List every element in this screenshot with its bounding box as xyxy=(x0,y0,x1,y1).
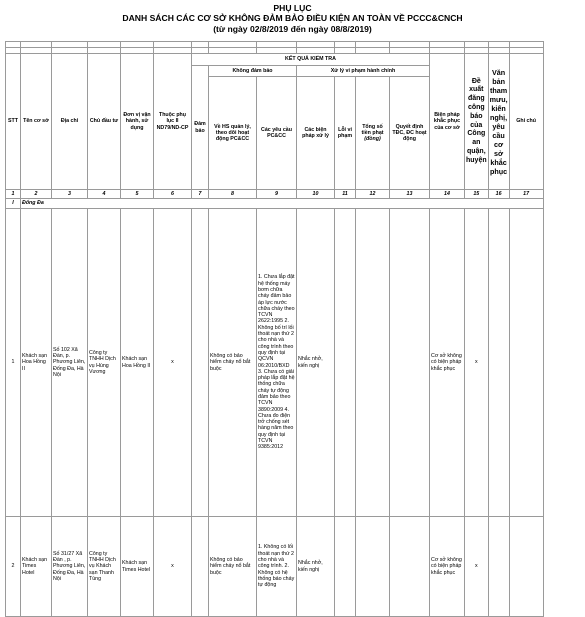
cell-notes xyxy=(509,517,543,617)
col-header-appendix: Thuộc phụ lục II ND79/ND-CP xyxy=(154,54,192,190)
inspection-table xyxy=(5,41,544,617)
col-header-violation: Lỗi vi phạm xyxy=(335,77,356,190)
header-row xyxy=(6,54,544,66)
cell-appendix: x xyxy=(154,209,192,517)
cell-investor: Công ty TNHH Dịch vụ Hùng Vương xyxy=(88,209,121,517)
cell-ensured xyxy=(192,209,209,517)
cell-requirements: 1. Không có lối thoát nạn thứ 2 cho nhà và công trình. 2. Không có hệ thống báo cháy tự động xyxy=(257,517,297,617)
col-number: 9 xyxy=(257,190,297,199)
col-number: 10 xyxy=(297,190,335,199)
col-header-records: Về HS quản lý, theo dõi hoạt động PC&CC xyxy=(209,77,257,190)
col-number: 4 xyxy=(88,190,121,199)
col-header-ensured: Đảm bảo xyxy=(192,66,209,190)
fine-label: Tổng số tiền phạt xyxy=(361,123,384,136)
cell-address: Số 102 Xã Đàn, p. Phương Liên, Đống Đa, Hà Nội xyxy=(52,209,88,517)
col-number: 3 xyxy=(52,190,88,199)
col-number: 16 xyxy=(488,190,509,199)
col-header-investor: Chủ đầu tư xyxy=(88,54,121,190)
col-header-name: Tên cơ sở xyxy=(21,54,52,190)
col-header-fine xyxy=(356,77,390,190)
col-header-not-ensured: Không đảm bảo xyxy=(209,66,297,77)
group-number: I xyxy=(6,199,21,209)
col-number: 13 xyxy=(390,190,430,199)
col-number: 11 xyxy=(335,190,356,199)
cell-remedy: Cơ sở không có biện pháp khắc phục xyxy=(430,517,465,617)
cell-fine xyxy=(356,517,390,617)
col-header-measures: Các biện pháp xử lý xyxy=(297,77,335,190)
cell-ensured xyxy=(192,517,209,617)
col-number: 7 xyxy=(192,190,209,199)
cell-name: Khách sạn Times Hotel xyxy=(21,517,52,617)
col-number: 14 xyxy=(430,190,465,199)
col-header-requirements: Các yêu cầu PC&CC xyxy=(257,77,297,190)
cell-proposal: x xyxy=(465,517,489,617)
cell-appendix: x xyxy=(154,517,192,617)
cell-investor: Công ty TNHH Dịch vụ Khách sạn Thanh Tùng xyxy=(88,517,121,617)
group-row xyxy=(6,199,544,209)
table-row xyxy=(6,209,544,517)
col-header-violations: Xử lý vi phạm hành chính xyxy=(297,66,430,77)
cell-measures: Nhắc nhở, kiến nghị xyxy=(297,517,335,617)
col-number: 17 xyxy=(509,190,543,199)
table-row xyxy=(6,517,544,617)
col-number: 8 xyxy=(209,190,257,199)
cell-decision xyxy=(390,517,430,617)
col-header-results: KẾT QUẢ KIỂM TRA xyxy=(192,54,430,66)
cell-requirements: 1. Chưa lắp đặt hệ thống máy bơm chữa cháy đảm bảo áp lực nước chữa cháy theo TCVN 2622:1995 2. Không bố trí lối thoát nạn thứ 2 cho nhà và công trình theo quy định tại QCVN 06:2010/BXD 3. Chưa có giải pháp lắp đặt hệ thống chữa cháy tự động đảm bảo theo TCVN 3890:2009 4. Chưa đo điện trở chống sét hàng năm theo quy định tại TCVN 9385:2012 xyxy=(257,209,297,517)
column-number-row xyxy=(6,190,544,199)
appendix-title: PHỤ LỤC xyxy=(273,3,312,13)
cell-violation xyxy=(335,209,356,517)
cell-violation xyxy=(335,517,356,617)
cell-proposal: x xyxy=(465,209,489,517)
col-header-document: Văn bản tham mưu, kiến nghị, yêu cầu cơ sở khắc phục xyxy=(488,54,509,190)
col-header-stt: STT xyxy=(6,54,21,190)
col-header-operator: Đơn vị vận hành, sử dụng xyxy=(121,54,154,190)
col-number: 1 xyxy=(6,190,21,199)
cell-operator: Khách sạn Times Hotel xyxy=(121,517,154,617)
cell-name: Khách sạn Hoa Hồng II xyxy=(21,209,52,517)
col-header-remedy: Biện pháp khắc phục của cơ sở xyxy=(430,54,465,190)
cell-notes xyxy=(509,209,543,517)
cell-stt: 1 xyxy=(6,209,21,517)
cell-address: Số 31/27 Xã Đàn , p. Phương Liên, Đống Đa, Hà Nội xyxy=(52,517,88,617)
cell-remedy: Cơ sở không có biện pháp khắc phục xyxy=(430,209,465,517)
col-number: 2 xyxy=(21,190,52,199)
fine-unit: (đồng) xyxy=(364,136,381,143)
date-range: (từ ngày 02/8/2019 đến ngày 08/8/2019) xyxy=(213,24,372,34)
cell-document xyxy=(488,209,509,517)
cell-operator: Khách sạn Hoa Hồng II xyxy=(121,209,154,517)
col-header-address: Địa chỉ xyxy=(52,54,88,190)
col-number: 15 xyxy=(465,190,489,199)
cell-decision xyxy=(390,209,430,517)
cell-stt: 2 xyxy=(6,517,21,617)
cell-records: Không có bảo hiểm cháy nổ bắt buộc xyxy=(209,517,257,617)
col-header-decision: Quyết định TĐC, ĐC hoạt động xyxy=(390,77,430,190)
col-header-notes: Ghi chú xyxy=(509,54,543,190)
cell-document xyxy=(488,517,509,617)
col-number: 6 xyxy=(154,190,192,199)
document-title: DANH SÁCH CÁC CƠ SỞ KHÔNG ĐẢM BẢO ĐIỀU KIỆN AN TOÀN VỀ PCCC&CNCH xyxy=(122,13,463,23)
cell-measures: Nhắc nhở, kiến nghị xyxy=(297,209,335,517)
col-header-proposal: Đề xuất đăng công báo của Công an quận, huyện xyxy=(465,54,489,190)
cell-records: Không có bảo hiểm cháy nổ bắt buộc xyxy=(209,209,257,517)
col-number: 5 xyxy=(121,190,154,199)
group-name: Đống Đa xyxy=(21,199,544,209)
cell-fine xyxy=(356,209,390,517)
col-number: 12 xyxy=(356,190,390,199)
